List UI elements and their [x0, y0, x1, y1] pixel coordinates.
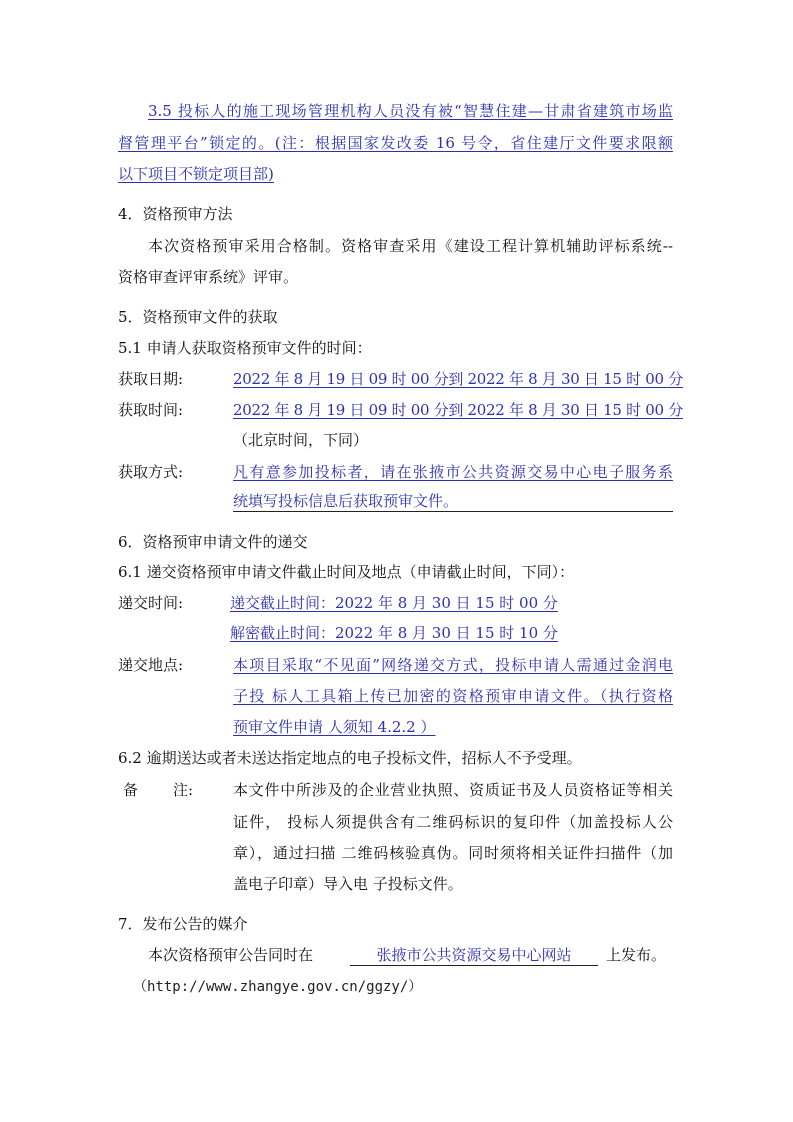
- clause-3-5-line-1: 3.5 投标人的施工现场管理机构人员没有被“智慧住建—甘肃省建筑市场监: [148, 102, 673, 120]
- acquire-date-value: 2022 年 8 月 19 日 09 时 00 分到 2022 年 8 月 30 日 15 时 00 分: [233, 370, 683, 388]
- remarks-label-char-1: 备: [123, 781, 139, 799]
- submit-place-line-1: 本项目采取“不见面”网络递交方式，投标申请人需通过金润电: [233, 656, 673, 674]
- acquire-method-line-2: 统填写投标信息后获取预审文件。: [233, 491, 673, 512]
- remarks-label-char-2: 注:: [173, 781, 194, 799]
- remarks-line-4: 盖电子印章）导入电 子投标文件。: [233, 875, 463, 893]
- section-6-1-subheading: 6.1 递交资格预审申请文件截止时间及地点（申请截止时间，下同）：: [118, 563, 575, 581]
- media-website-name: 张掖市公共资源交易中心网站: [350, 945, 598, 966]
- submit-time-label: 递交时间:: [118, 594, 184, 612]
- submit-place-line-3: 预审文件申请 人须知 4.2.2 ）: [233, 718, 436, 736]
- acquire-time-value: 2022 年 8 月 19 日 09 时 00 分到 2022 年 8 月 30 日 15 时 00 分: [233, 401, 683, 419]
- submit-place-line-2: 子投 标人工具箱上传已加密的资格预审申请文件。（执行资格: [233, 687, 673, 705]
- section-6-heading: 6．资格预审申请文件的递交: [118, 533, 308, 551]
- acquire-method-label: 获取方式:: [118, 463, 184, 481]
- section-4-line-1: 本次资格预审采用合格制。资格审查采用《建设工程计算机辅助评标系统--: [148, 237, 673, 255]
- clause-3-5-line-2: 督管理平台”锁定的。(注：根据国家发改委 16 号令，省住建厅文件要求限额: [118, 134, 673, 152]
- section-5-heading: 5．资格预审文件的获取: [118, 308, 278, 326]
- submit-place-label: 递交地点:: [118, 656, 184, 674]
- decrypt-deadline: 解密截止时间：2022 年 8 月 30 日 15 时 10 分: [230, 624, 558, 642]
- section-7-line-prefix: 本次资格预审公告同时在: [148, 946, 314, 964]
- section-7-line-suffix: 上发布。: [606, 946, 667, 964]
- section-4-heading: 4．资格预审方法: [118, 205, 233, 223]
- section-5-1-subheading: 5.1 申请人获取资格预审文件的时间：: [118, 339, 372, 357]
- beijing-time-note: （北京时间，下同）: [233, 431, 369, 449]
- clause-3-5-line-3: 以下项目不锁定项目部): [118, 165, 274, 183]
- section-7-heading: 7．发布公告的媒介: [118, 915, 248, 933]
- section-6-2-clause: 6.2 逾期送达或者未送达指定地点的电子投标文件，招标人不予受理。: [118, 749, 582, 767]
- remarks-line-1: 本文件中所涉及的企业营业执照、资质证书及人员资格证等相关: [233, 781, 673, 799]
- acquire-method-line-1: 凡有意参加投标者，请在张掖市公共资源交易中心电子服务系: [233, 463, 673, 481]
- submit-deadline: 递交截止时间：2022 年 8 月 30 日 15 时 00 分: [230, 594, 558, 612]
- remarks-line-2: 证件， 投标人须提供含有二维码标识的复印件（加盖投标人公: [233, 813, 673, 831]
- remarks-line-3: 章），通过扫描 二维码核验真伪。同时须将相关证件扫描件（加: [233, 844, 673, 862]
- media-website-url: （http://www.zhangye.gov.cn/ggzy/）: [133, 979, 423, 995]
- acquire-date-label: 获取日期:: [118, 370, 184, 388]
- acquire-time-label: 获取时间:: [118, 401, 184, 419]
- section-4-line-2: 资格审查评审系统》评审。: [118, 268, 299, 286]
